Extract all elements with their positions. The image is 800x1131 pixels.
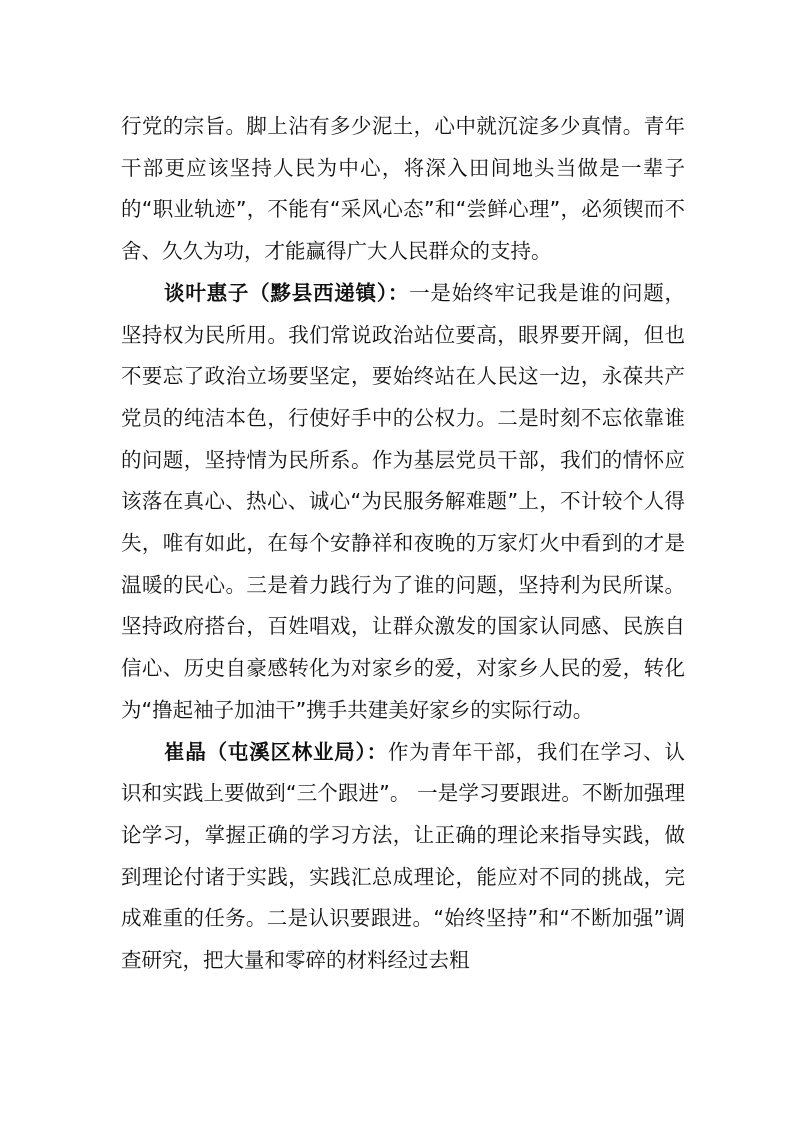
speaker-name: 谈叶惠子（黟县西递镇）： xyxy=(164,280,410,305)
speaker-name: 崔晶（屯溪区林业局）： xyxy=(164,739,388,764)
paragraph-speaker-cui-jing xyxy=(121,732,685,982)
speaker-statement: 一是始终牢记我是谁的问题，坚持权为民所用。我们常说政治站位要高，眼界要开阔，但也不要忘了政治立场要坚定，要始终站在人民这一边，永葆共产党员的纯洁本色，行使好手中的公权力。二是时刻不忘依靠谁的问题，坚持情为民所系。作为基层党员干部，我们的情怀应该落在真心、热心、诚心“为民服务解难题”上，不计较个人得失，唯有如此，在每个安静祥和夜晚的万家灯火中看到的才是温暖的民心。三是着力践行为了谁的问题，坚持利为民所谋。坚持政府搭台，百姓唱戏，让群众激发的国家认同感、民族自信心、历史自豪感转化为对家乡的爱，对家乡人民的爱，转化为“撸起袖子加油干”携手共建美好家乡的实际行动。 xyxy=(121,280,686,722)
paragraph-speaker-ye-huizi xyxy=(121,273,685,732)
speaker-statement: 作为青年干部，我们在学习、认识和实践上要做到“三个跟进”。 一是学习要跟进。不断加强理论学习，掌握正确的学习方法，让正确的理论来指导实践，做到理论付诸于实践，实践汇总成理论，能应对不同的挑战，完成难重的任务。二是认识要跟进。“始终坚持”和“不断加强”调查研究，把大量和零碎的材料经过去粗 xyxy=(121,739,686,973)
document-body xyxy=(121,106,685,982)
paragraph-continuation: 行党的宗旨。脚上沾有多少泥土，心中就沉淀多少真情。青年干部更应该坚持人民为中心，将深入田间地头当做是一辈子的“职业轨迹”，不能有“采风心态”和“尝鲜心理”，必须锲而不舍、久久为功，才能赢得广大人民群众的支持。 xyxy=(121,114,685,264)
